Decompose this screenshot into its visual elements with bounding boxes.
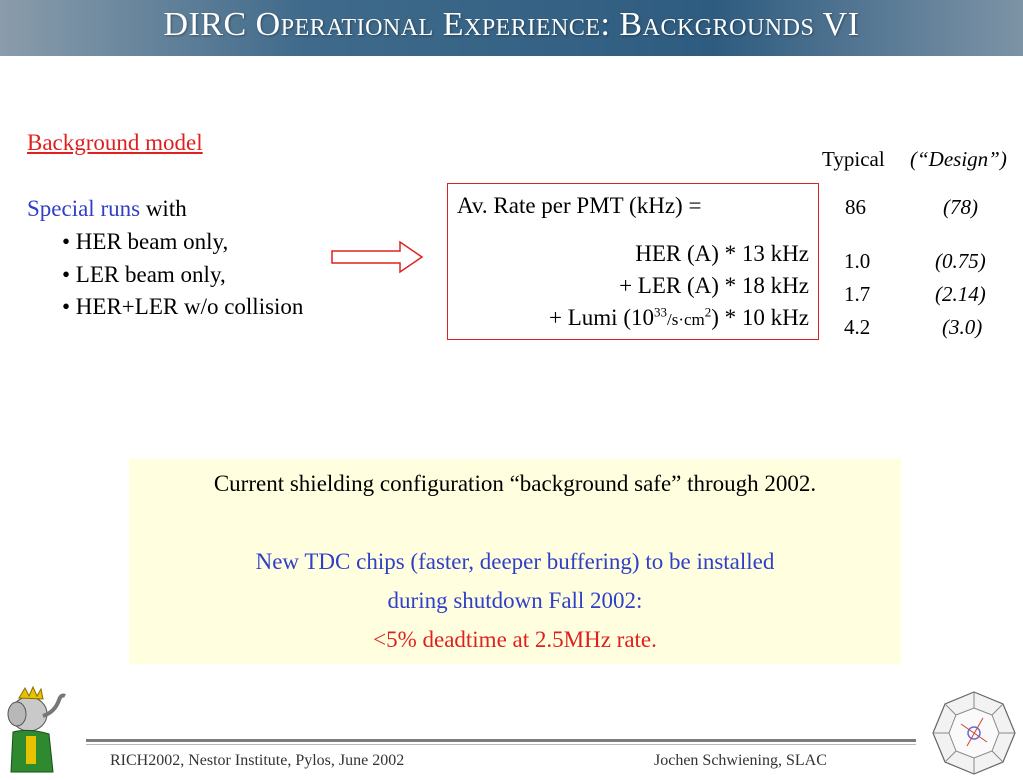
lumi-unit-exponent: 2 [704,304,712,320]
bullet-item: • HER beam only, [62,229,229,254]
dirc-detector-logo-icon [931,690,1017,776]
note-line: Current shielding configuration “background safe” through 2002. [213,471,817,496]
typical-value: 1.7 [844,282,871,306]
slide-title: DIRC Operational Experience: Backgrounds VI [163,6,860,43]
lumi-prefix: + Lumi (10 [549,305,654,330]
with-label: with [140,196,187,221]
typical-value: 4.2 [844,315,871,339]
lumi-exponent: 33 [653,304,667,320]
note-line: <5% deadtime at 2.5MHz rate. [373,627,657,652]
formula-line: Av. Rate per PMT (kHz) = [457,193,702,218]
footer-divider [86,744,916,745]
column-header-typical: Typical [822,147,885,171]
section-heading: Background model [27,130,203,155]
note-box [129,459,901,664]
special-runs-line [27,196,187,222]
arrow-right-icon [330,240,426,274]
note-line: during shutdown Fall 2002: [387,588,643,613]
lumi-suffix: ) * 10 kHz [711,305,809,330]
note-line: New TDC chips (faster, deeper buffering) to be installed [255,549,775,574]
footer-left: RICH2002, Nestor Institute, Pylos, June 2002 [110,752,405,769]
typical-value: 1.0 [844,249,871,273]
formula-line: + LER (A) * 18 kHz [619,273,809,298]
footer-divider [86,739,916,742]
special-runs-label: Special runs [27,196,141,221]
design-value: (0.75) [935,249,986,273]
formula-line [549,305,809,331]
design-value: (78) [943,195,978,219]
bullet-item: • LER beam only, [62,262,226,287]
footer-right: Jochen Schwiening, SLAC [654,752,827,769]
elephant-logo-icon [3,684,69,776]
design-value: (2.14) [935,282,986,306]
formula-line: HER (A) * 13 kHz [635,241,809,266]
bullet-item: • HER+LER w/o collision [62,294,304,319]
formula-box [447,183,819,340]
lumi-unit: /s·cm [666,310,705,329]
column-header-design: (“Design”) [910,147,1007,171]
design-value: (3.0) [942,315,983,339]
typical-value: 86 [845,195,866,219]
